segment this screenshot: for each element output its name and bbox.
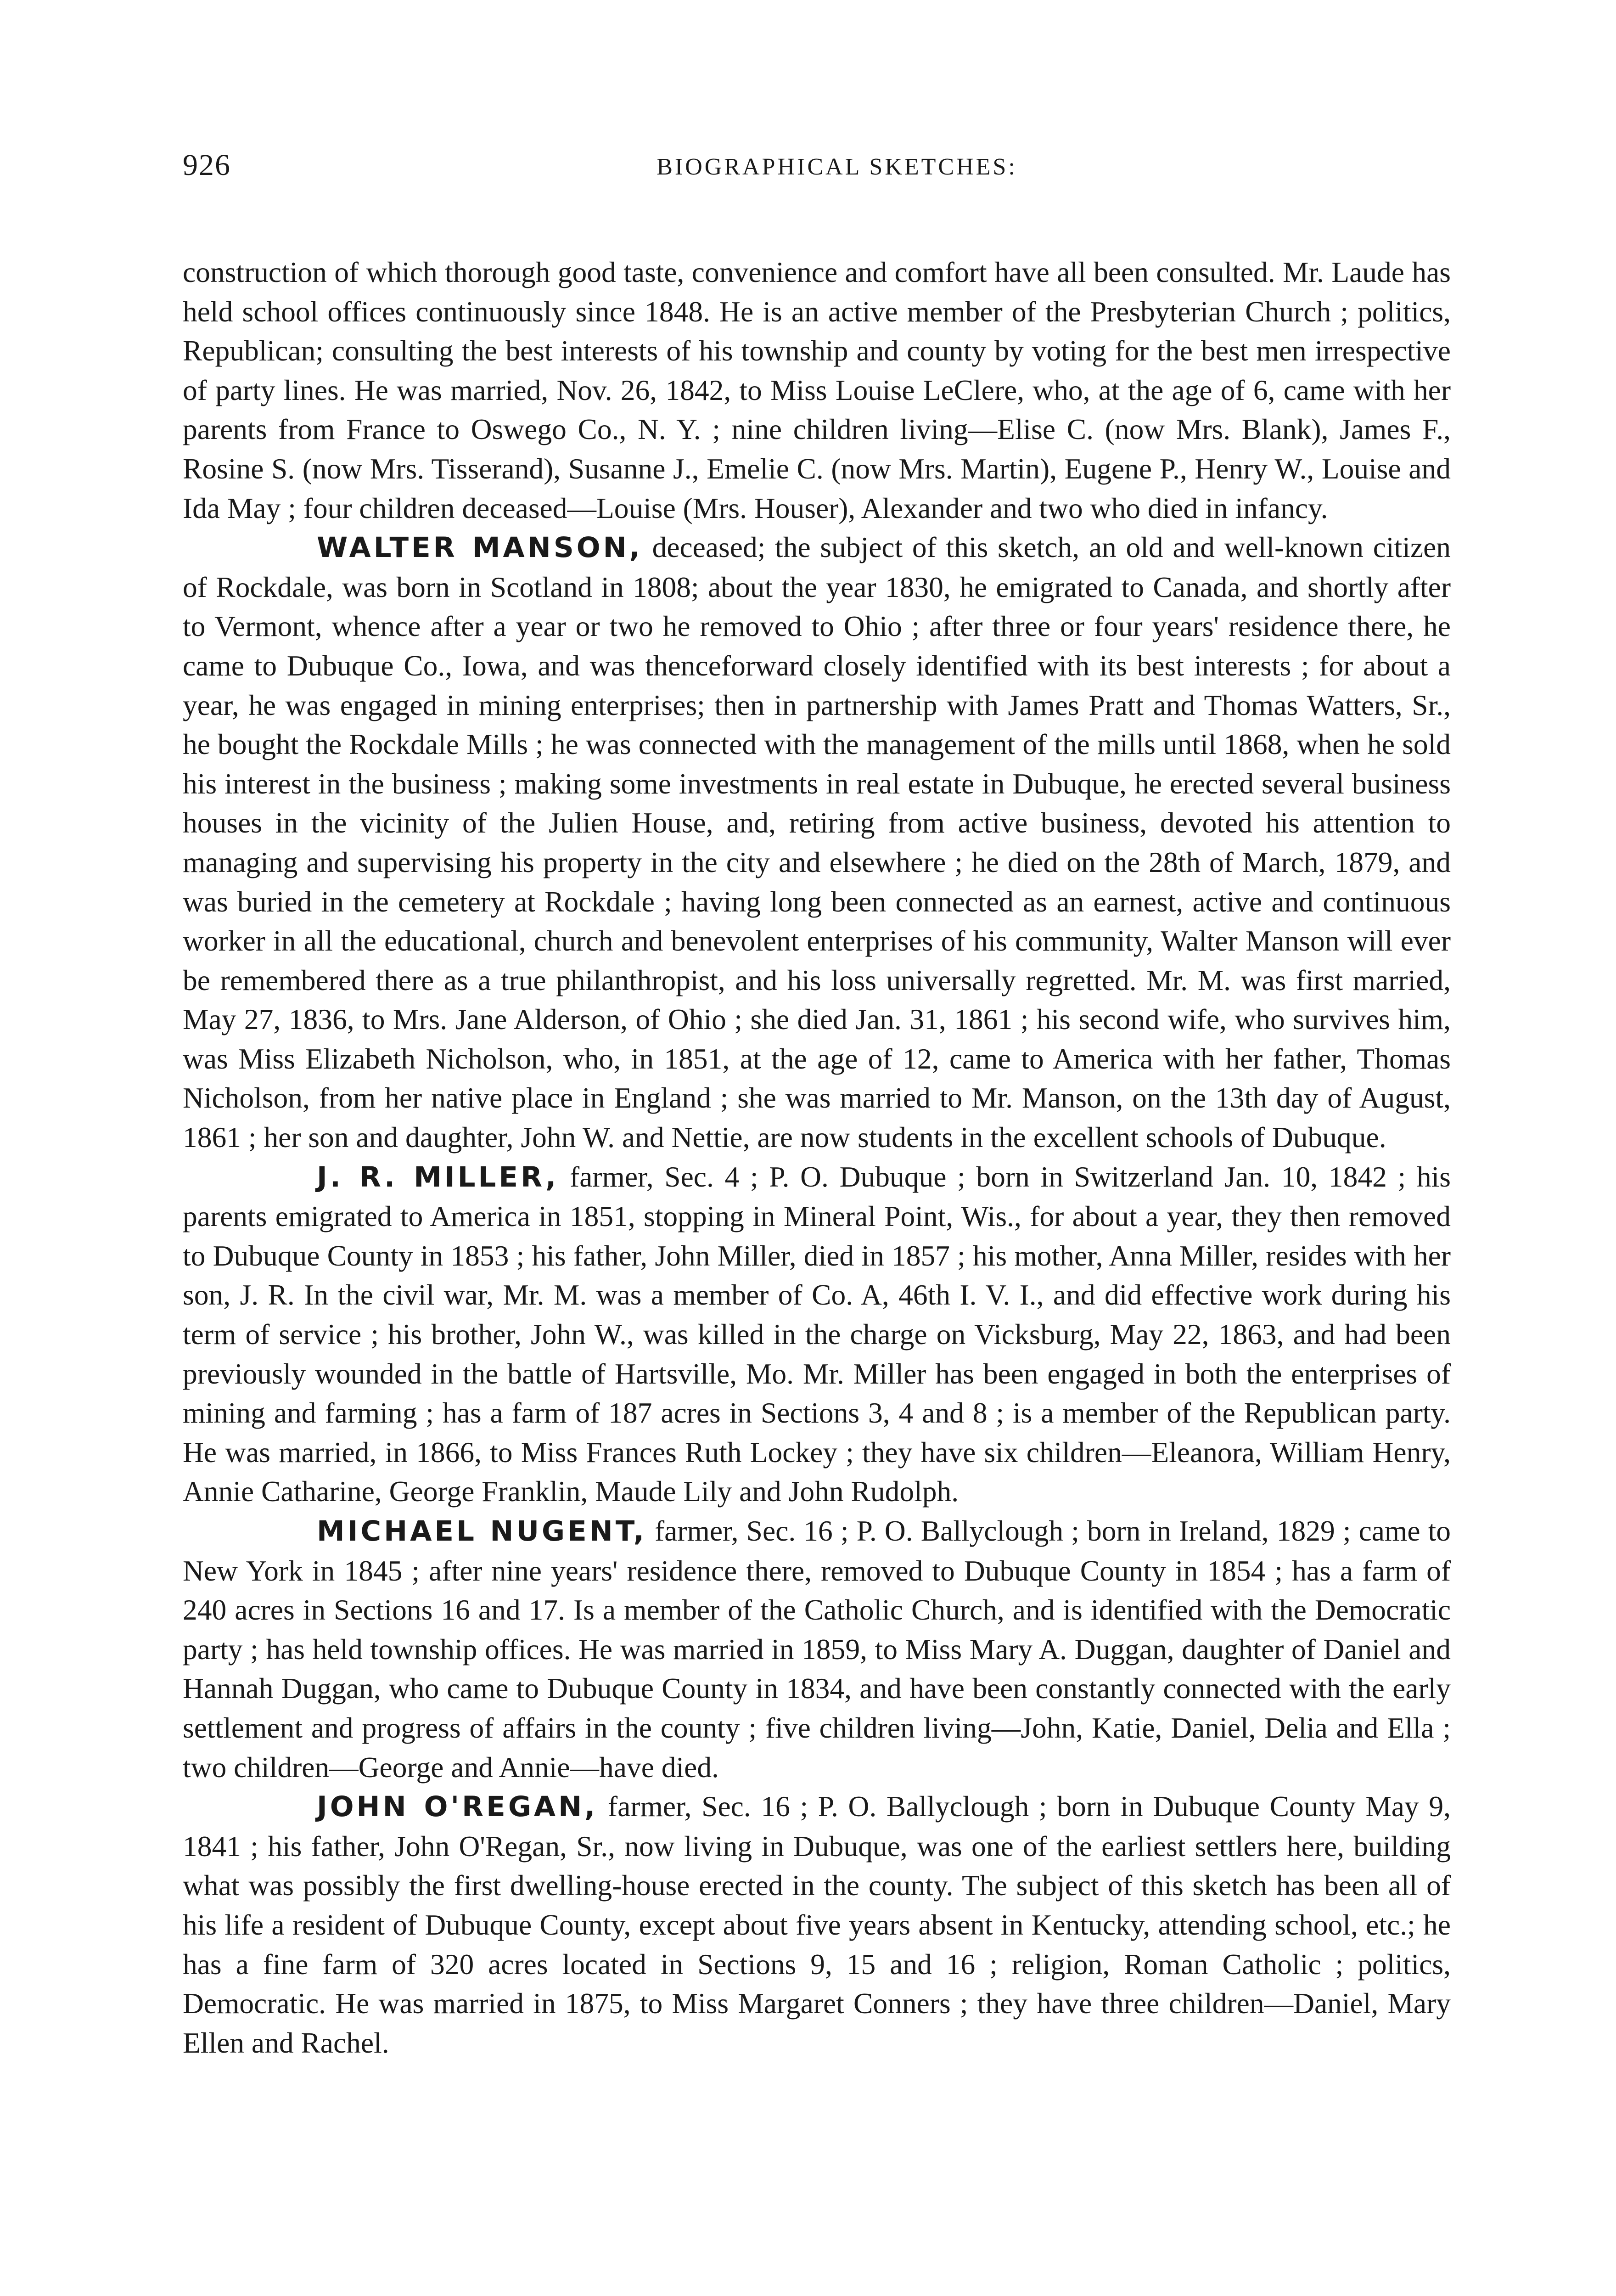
- sketch-name: J. R. MILLER,: [317, 1160, 559, 1193]
- sketch-text: deceased; the subject of this sketch, an old and well-known citizen of Rockdale, was born in Scotland in 1808; about the year 1830, he emigrated to Canada, and shortly after to Vermont, whence after a year or two he removed to Ohio ; after three or four years' residence there, he came to Dubuque Co., Iowa, and was thenceforward closely identified with its best interests ; for about a year, he was engaged in mining enterprises; then in partnership with James Pratt and Thomas Watters, Sr., he bought the Rockdale Mills ; he was connected with the management of the mills until 1868, when he sold his interest in the business ; making some investments in real estate in Dubuque, he erected several business houses in the vicinity of the Julien House, and, retiring from active business, devoted his attention to managing and supervising his property in the city and elsewhere ; he died on the 28th of March, 1879, and was buried in the cemetery at Rockdale ; having long been connected as an earnest, active and continuous worker in all the educational, church and benevolent enterprises of his community, Walter Manson will ever be remembered there as a true philanthropist, and his loss universally regretted. Mr. M. was first married, May 27, 1836, to Mrs. Jane Alderson, of Ohio ; she died Jan. 31, 1861 ; his second wife, who survives him, was Miss Elizabeth Nicholson, who, in 1851, at the age of 12, came to America with her father, Thomas Nicholson, from her native place in England ; she was married to Mr. Manson, on the 13th day of August, 1861 ; her son and daughter, John W. and Nettie, are now students in the excellent schools of Dubuque.: [183, 531, 1451, 1154]
- sketch-john-oregan: [183, 1787, 1451, 2062]
- body-text: [183, 253, 1451, 2062]
- sketch-text: farmer, Sec. 4 ; P. O. Dubuque ; born in Switzerland Jan. 10, 1842 ; his parents emigrated to America in 1851, stopping in Mineral Point, Wis., for about a year, they then removed to Dubuque County in 1853 ; his father, John Miller, died in 1857 ; his mother, Anna Miller, resides with her son, J. R. In the civil war, Mr. M. was a member of Co. A, 46th I. V. I., and did effective work during his term of service ; his brother, John W., was killed in the charge on Vicksburg, May 22, 1863, and had been previously wounded in the battle of Hartsville, Mo. Mr. Miller has been engaged in both the enterprises of mining and farming ; has a farm of 187 acres in Sections 3, 4 and 8 ; is a member of the Republican party. He was married, in 1866, to Miss Frances Ruth Lockey ; they have six children—Eleanora, William Henry, Annie Catharine, George Franklin, Maude Lily and John Rudolph.: [183, 1160, 1451, 1508]
- sketch-walter-manson: [183, 528, 1451, 1157]
- sketch-michael-nugent: [183, 1511, 1451, 1787]
- sketch-name: WALTER MANSON,: [317, 531, 643, 564]
- sketch-text: farmer, Sec. 16 ; P. O. Ballyclough ; born in Ireland, 1829 ; came to New York in 1845 ; after nine years' residence there, removed to Dubuque County in 1854 ; has a farm of 240 acres in Sections 16 and 17. Is a member of the Catholic Church, and is identified with the Democratic party ; has held township offices. He was married in 1859, to Miss Mary A. Duggan, daughter of Daniel and Hannah Duggan, who came to Dubuque County in 1834, and have been constantly connected with the early settlement and progress of affairs in the county ; five children living—John, Katie, Daniel, Delia and Ella ; two children—George and Annie—have died.: [183, 1514, 1451, 1784]
- sketch-text: farmer, Sec. 16 ; P. O. Ballyclough ; born in Dubuque County May 9, 1841 ; his father, John O'Regan, Sr., now living in Dubuque, was one of the earliest settlers here, building what was possibly the first dwelling-house erected in the county. The subject of this sketch has been all of his life a resident of Dubuque County, except about five years absent in Kentucky, attending school, etc.; he has a fine farm of 320 acres located in Sections 9, 15 and 16 ; religion, Roman Catholic ; politics, Democratic. He was married in 1875, to Miss Margaret Conners ; they have three children—Daniel, Mary Ellen and Rachel.: [183, 1790, 1451, 2059]
- running-title: BIOGRAPHICAL SKETCHES:: [656, 154, 1017, 180]
- sketch-name: MICHAEL NUGENT,: [317, 1515, 647, 1548]
- continued-paragraph: [183, 253, 1451, 528]
- paragraph-text: construction of which thorough good taste, convenience and comfort have all been consulted. Mr. Laude has held school offices continuously since 1848. He is an active member of the Presbyterian Church ; politics, Republican; consulting the best interests of his township and county by voting for the best men irrespective of party lines. He was married, Nov. 26, 1842, to Miss Louise LeClere, who, at the age of 6, came with her parents from France to Oswego Co., N. Y. ; nine children living—Elise C. (now Mrs. Blank), James F., Rosine S. (now Mrs. Tisserand), Susanne J., Emelie C. (now Mrs. Martin), Eugene P., Henry W., Louise and Ida May ; four children deceased—Louise (Mrs. Houser), Alexander and two who died in infancy.: [183, 256, 1451, 524]
- running-head: [183, 142, 1450, 197]
- page-number: 926: [183, 148, 231, 182]
- sketch-j-r-miller: [183, 1157, 1451, 1511]
- sketch-name: JOHN O'REGAN,: [317, 1790, 598, 1823]
